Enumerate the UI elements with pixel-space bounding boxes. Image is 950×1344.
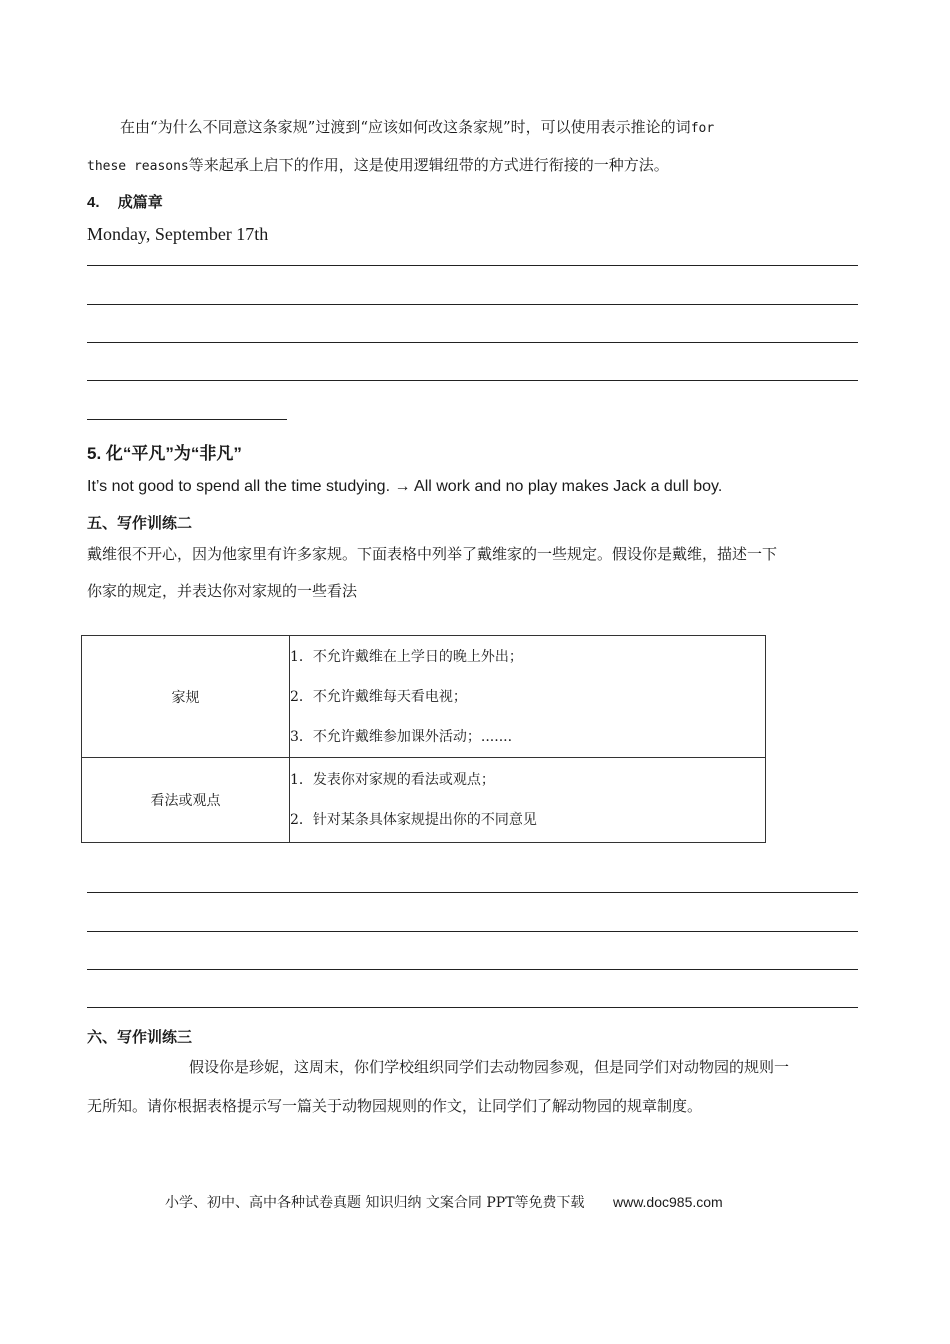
footer-text: 小学、初中、高中各种试卷真题 知识归纳 文案合同 PPT等免费下载: [165, 1195, 585, 1211]
training-3-text-line-2: 无所知。请你根据表格提示写一篇关于动物园规则的作文，让同学们了解动物园的规章制度。: [87, 1097, 703, 1115]
training-2-text-line-2: 你家的规定，并表达你对家规的一些看法: [87, 582, 358, 600]
table-row-items: [290, 758, 766, 843]
training-2-heading: 五、写作训练二: [87, 515, 193, 532]
writing-line: [87, 892, 858, 893]
list-item: 2．不允许戴维每天看电视；: [290, 688, 467, 705]
table-row-label: 家规: [82, 636, 290, 758]
paragraph-line-1: [120, 118, 714, 138]
table-row: [82, 758, 766, 843]
section-4-heading: [87, 191, 163, 212]
list-item: 1．发表你对家规的看法或观点；: [290, 772, 495, 788]
paragraph-text-zh: 等来起承上启下的作用，这是使用逻辑纽带的方式进行衔接的一种方法。: [188, 156, 669, 174]
family-rules-table: [81, 635, 766, 843]
example-sentence: It’s not good to spend all the time studying. → All work and no play makes Jack a dull boy.: [87, 478, 723, 495]
training-3-heading: 六、写作训练三: [87, 1029, 193, 1046]
writing-line: [87, 380, 858, 381]
writing-line: [87, 342, 858, 343]
paragraph-line-2: [87, 156, 669, 176]
table-row: [82, 636, 766, 758]
table-row-items: [290, 636, 766, 758]
paragraph-text-en: for: [690, 121, 715, 136]
table-row-label: 看法或观点: [82, 758, 290, 843]
paragraph-text-en: these reasons: [87, 159, 189, 174]
section-title: 成篇章: [117, 194, 163, 211]
writing-line: [87, 265, 858, 266]
list-item: 2．针对某条具体家规提出你的不同意见: [290, 812, 537, 828]
section-5-heading: 5. 化“平凡”为“非凡”: [87, 444, 242, 463]
paragraph-text-zh: 在由“为什么不同意这条家规”过渡到“应该如何改这条家规”时，可以使用表示推论的词: [120, 118, 691, 136]
writing-line: [87, 931, 858, 932]
list-item: 3．不允许戴维参加课外活动；.......: [290, 728, 513, 745]
letter-date: Monday, September 17th: [87, 224, 269, 244]
footer-link[interactable]: www.doc985.com: [612, 1194, 723, 1210]
writing-line-short: [87, 419, 287, 420]
page-footer: [165, 1192, 723, 1212]
training-3-text-line-1: 假设你是珍妮，这周末，你们学校组织同学们去动物园参观，但是同学们对动物园的规则一: [189, 1058, 790, 1076]
training-2-text-line-1: 戴维很不开心，因为他家里有许多家规。下面表格中列举了戴维家的一些规定。假设你是戴维，描述一下: [87, 545, 778, 563]
section-number: 4.: [87, 194, 100, 211]
writing-line: [87, 304, 858, 305]
writing-line: [87, 969, 858, 970]
writing-line: [87, 1007, 858, 1008]
list-item: 1．不允许戴维在上学日的晚上外出；: [290, 648, 523, 665]
